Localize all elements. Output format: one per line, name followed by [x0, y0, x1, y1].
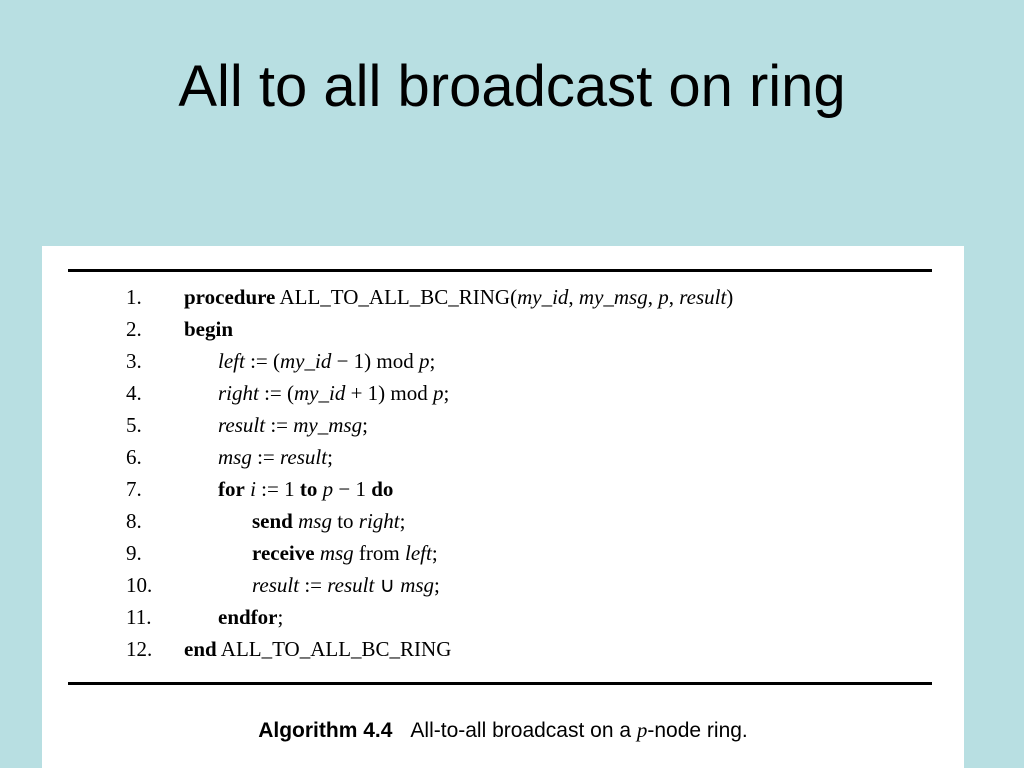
identifier: left: [218, 349, 245, 373]
identifier: msg: [400, 573, 435, 597]
line-code: [184, 282, 733, 312]
line-number: 8.: [126, 509, 142, 533]
caption-text-end: -node ring.: [647, 719, 748, 742]
code-text: ;: [429, 349, 436, 373]
keyword: do: [371, 477, 394, 501]
line-number: 7.: [126, 477, 142, 501]
code-text: ): [726, 285, 734, 309]
line-number: 4.: [126, 381, 142, 405]
algorithm-figure: [42, 246, 964, 768]
identifier: msg: [298, 509, 332, 533]
keyword: send: [252, 509, 293, 533]
code-text: ;: [434, 573, 440, 597]
top-rule: [68, 269, 932, 272]
code-text: ,: [668, 285, 680, 309]
line-number: 2.: [126, 317, 142, 341]
code-text: ∪: [374, 573, 401, 597]
line-code: [218, 442, 333, 472]
code-text: ;: [431, 541, 438, 565]
line-number: 10.: [126, 573, 153, 597]
identifier: my_msg: [293, 413, 363, 437]
line-code: [218, 474, 393, 504]
line-code: [218, 602, 283, 632]
code-text: + 1) mod: [345, 381, 434, 405]
identifier: p: [658, 285, 669, 309]
line-code: [218, 378, 449, 408]
line-number: 3.: [126, 349, 142, 373]
keyword: for: [218, 477, 245, 501]
identifier: my_id: [294, 381, 346, 405]
identifier: msg: [218, 445, 252, 469]
identifier: result: [679, 285, 727, 309]
identifier: my_msg: [578, 285, 648, 309]
code-text: := (: [244, 349, 280, 373]
identifier: result: [327, 573, 375, 597]
code-text: := 1: [255, 477, 300, 501]
code-text: ;: [399, 509, 406, 533]
keyword: to: [299, 477, 318, 501]
keyword: procedure: [184, 285, 276, 309]
identifier: right: [358, 509, 400, 533]
keyword: begin: [184, 317, 234, 341]
line-code: [184, 634, 451, 664]
code-text: to: [331, 509, 359, 533]
line-number: 1.: [126, 285, 142, 309]
line-number: 9.: [126, 541, 142, 565]
line-code: [218, 346, 435, 376]
line-number: 5.: [126, 413, 142, 437]
identifier: my_id: [517, 285, 569, 309]
line-code: [218, 410, 368, 440]
keyword: end: [184, 637, 217, 661]
code-text: ALL_TO_ALL_BC_RING(: [275, 285, 518, 309]
code-text: ;: [443, 381, 450, 405]
code-text: − 1) mod: [331, 349, 419, 373]
code-text: ,: [568, 285, 579, 309]
identifier: i: [250, 477, 256, 501]
line-number: 12.: [126, 637, 153, 661]
keyword: receive: [252, 541, 315, 565]
code-text: ALL_TO_ALL_BC_RING: [216, 637, 452, 661]
code-text: :=: [265, 413, 294, 437]
code-text: :=: [299, 573, 328, 597]
identifier: msg: [319, 541, 354, 565]
line-number: 11.: [126, 605, 152, 629]
bottom-rule: [68, 682, 932, 685]
identifier: result: [252, 573, 300, 597]
code-text: from: [353, 541, 405, 565]
identifier: result: [218, 413, 266, 437]
line-code: [252, 506, 405, 536]
code-text: := (: [258, 381, 295, 405]
slide-title: All to all broadcast on ring: [178, 54, 846, 119]
code-text: ;: [327, 445, 333, 469]
figure-caption: [42, 718, 964, 743]
code-text: ;: [362, 413, 368, 437]
code-text: ;: [277, 605, 284, 629]
code-text: ,: [647, 285, 659, 309]
caption-variable: p: [636, 718, 648, 742]
identifier: p: [322, 477, 334, 501]
identifier: my_id: [280, 349, 332, 373]
identifier: right: [218, 381, 259, 405]
identifier: left: [404, 541, 432, 565]
code-text: :=: [251, 445, 281, 469]
identifier: p: [433, 381, 444, 405]
line-code: [252, 538, 438, 568]
identifier: p: [419, 349, 430, 373]
line-code: [252, 570, 440, 600]
caption-text: All-to-all broadcast on a: [410, 719, 637, 742]
caption-label: Algorithm 4.4: [258, 719, 393, 742]
keyword: endfor: [218, 605, 278, 629]
identifier: result: [280, 445, 328, 469]
code-text: − 1: [333, 477, 372, 501]
line-number: 6.: [126, 445, 142, 469]
line-code: [184, 314, 233, 344]
